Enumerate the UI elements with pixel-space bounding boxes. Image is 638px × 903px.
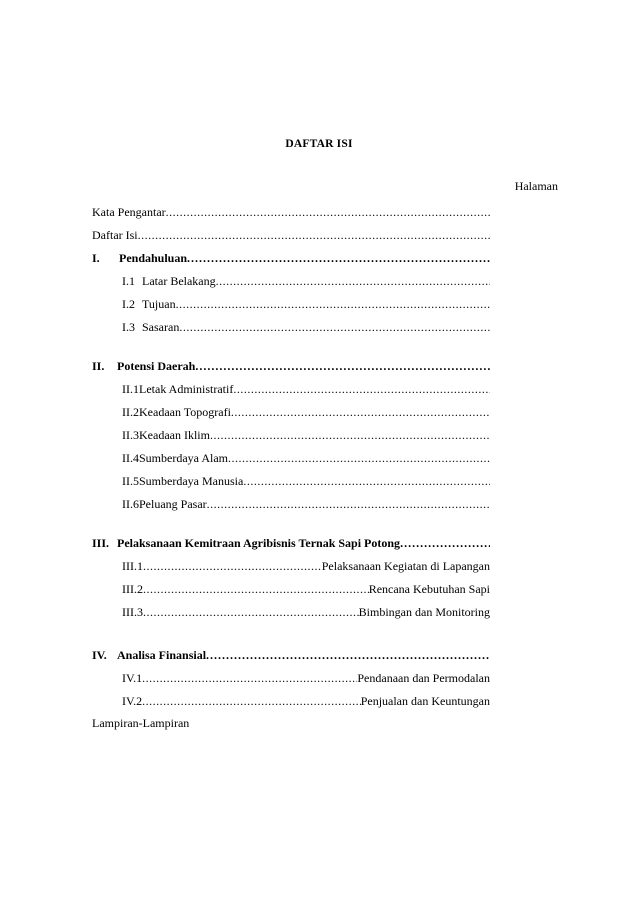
toc-label: Potensi Daerah: [117, 359, 196, 373]
dot-leader: [216, 274, 490, 289]
toc-label: Sasaran: [142, 320, 180, 334]
dot-leader: [206, 648, 490, 663]
section-number: IV.1: [122, 671, 143, 685]
section-number: II.6: [122, 497, 139, 511]
toc-entry-lampiran: Lampiran-Lampiran: [92, 716, 190, 730]
toc-entry-3-1: [122, 559, 490, 574]
toc-entry-2-3: [122, 428, 490, 443]
toc-label: Pendanaan dan Permodalan: [357, 671, 490, 685]
toc-label: Peluang Pasar: [139, 497, 207, 511]
dot-leader: [187, 251, 490, 266]
toc-entry-4-2: [122, 694, 490, 709]
toc-entry-2-1: [122, 382, 490, 397]
toc-label: Pendahuluan: [119, 251, 188, 265]
dot-leader: [400, 536, 490, 551]
toc-label: Analisa Finansial: [117, 648, 207, 662]
dot-leader: [143, 605, 359, 620]
section-number: III.3: [122, 605, 143, 619]
toc-entry-section-1: [92, 251, 490, 266]
dot-leader: [143, 559, 322, 574]
dot-leader: [228, 451, 490, 466]
toc-label: Keadaan Iklim: [139, 428, 210, 442]
toc-entry-section-3: [92, 536, 490, 551]
section-number: II.2: [122, 405, 139, 419]
toc-entry-1-1: [122, 274, 490, 289]
dot-leader: [243, 474, 490, 489]
toc-label: Sumberdaya Alam: [139, 451, 228, 465]
toc-label: Sumberdaya Manusia: [139, 474, 244, 488]
toc-label: Keadaan Topografi: [139, 405, 231, 419]
toc-entry-2-2: [122, 405, 490, 420]
dot-leader: [231, 405, 490, 420]
toc-entry-daftar-isi: [92, 228, 490, 243]
dot-leader: [176, 297, 490, 312]
toc-entry-3-3: [122, 605, 490, 620]
section-number: II.4: [122, 451, 139, 465]
toc-label: Rencana Kebutuhan Sapi: [368, 582, 490, 596]
toc-label: Kata Pengantar: [92, 205, 166, 219]
toc-label: Pelaksanaan Kegiatan di Lapangan: [321, 559, 490, 573]
dot-leader: [142, 671, 357, 686]
toc-label: Tujuan: [142, 297, 176, 311]
section-number: III.2: [122, 582, 143, 596]
toc-label: Latar Belakang: [142, 274, 216, 288]
toc-entry-1-2: [122, 297, 490, 312]
section-number: II.1: [122, 382, 139, 396]
toc-label: Penjualan dan Keuntungan: [360, 694, 490, 708]
section-number: I.3: [122, 320, 135, 334]
toc-label: Letak Administratif: [139, 382, 234, 396]
toc-label: Bimbingan dan Monitoring: [358, 605, 490, 619]
dot-leader: [166, 205, 490, 220]
dot-leader: [138, 228, 490, 243]
section-number: IV.2: [122, 694, 143, 708]
toc-entry-kata-pengantar: [92, 205, 490, 220]
dot-leader: [142, 694, 361, 709]
section-number: II.3: [122, 428, 139, 442]
halaman-header: Halaman: [514, 179, 558, 193]
toc-label: Daftar Isi: [92, 228, 138, 242]
section-number: I.2: [122, 297, 135, 311]
section-number: III.: [92, 536, 110, 550]
dot-leader: [233, 382, 490, 397]
dot-leader: [195, 359, 490, 374]
toc-entry-4-1: [122, 671, 490, 686]
toc-entry-2-6: [122, 497, 490, 512]
toc-entry-2-4: [122, 451, 490, 466]
toc-entry-1-3: [122, 320, 490, 335]
section-number: IV.: [92, 648, 107, 662]
toc-entry-2-5: [122, 474, 490, 489]
dot-leader: [179, 320, 490, 335]
toc-entry-section-2: [92, 359, 490, 374]
section-number: I.1: [122, 274, 135, 288]
section-number: I.: [92, 251, 100, 265]
dot-leader: [210, 428, 490, 443]
toc-entry-3-2: [122, 582, 490, 597]
toc-label: Pelaksanaan Kemitraan Agribisnis Ternak Sapi Potong: [117, 536, 401, 550]
section-number: II.: [92, 359, 105, 373]
dot-leader: [207, 497, 490, 512]
section-number: II.5: [122, 474, 139, 488]
section-number: III.1: [122, 559, 143, 573]
toc-entry-section-4: [92, 648, 490, 663]
page-title: DAFTAR ISI: [285, 138, 353, 150]
dot-leader: [143, 582, 369, 597]
